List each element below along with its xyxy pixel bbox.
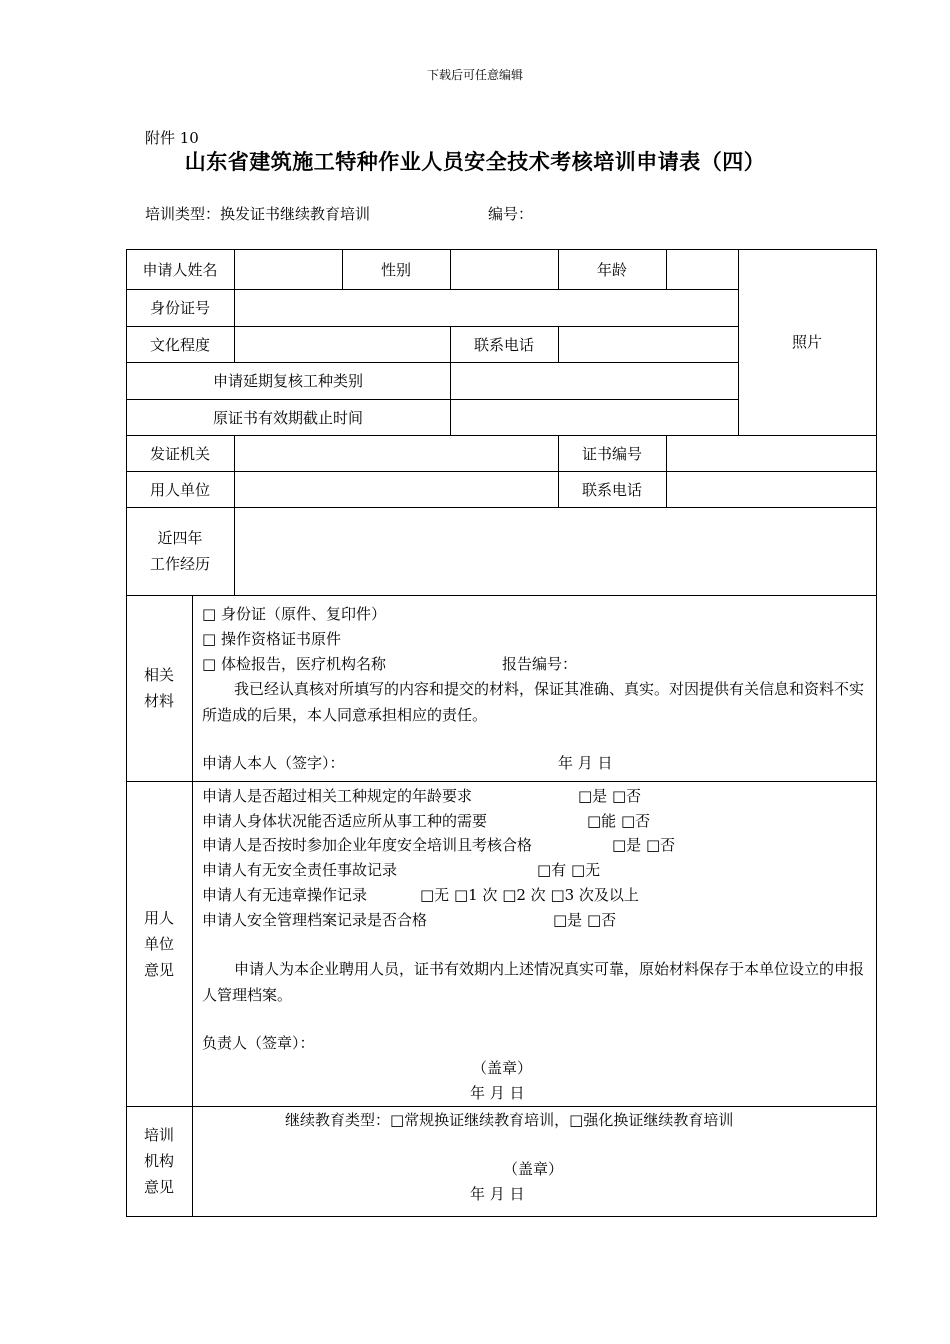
rule [126,781,877,782]
label-cert-no: 证书编号 [581,444,642,463]
question-training: 申请人是否按时参加企业年度安全培训且考核合格 [202,836,533,854]
border-right [876,249,877,1217]
label-employer-opinion [126,781,192,1106]
gender-field[interactable] [451,249,558,289]
answer-records[interactable]: □是 □否 [553,911,617,929]
employer-opinion-label-3: 意见 [143,960,174,979]
answer-accident[interactable]: □有 □无 [537,861,601,879]
answer-training[interactable]: □是 □否 [612,836,676,854]
header-note: 下载后可任意编辑 [426,68,523,82]
label-work-history [126,507,234,595]
answer-age-limit[interactable]: □是 □否 [578,787,642,805]
label-phone: 联系电话 [473,335,534,354]
id-number-field[interactable] [235,290,738,326]
employer-opinion-label-2: 单位 [143,934,174,953]
answer-health[interactable]: □能 □否 [587,812,651,830]
age-field[interactable] [667,249,738,289]
employer-seal: （盖章） [472,1059,533,1077]
training-opinion-label-1: 培训 [143,1126,174,1144]
rule [192,595,193,1217]
label-age: 年龄 [596,260,627,279]
materials-label-1: 相关 [143,666,174,684]
answer-violation[interactable]: □无 □1 次 □2 次 □3 次及以上 [420,886,639,904]
material-item-health[interactable]: □ 体检报告，医疗机构名称 [202,655,386,673]
work-history-field[interactable] [235,508,876,595]
material-item-id-card[interactable]: □ 身份证（原件、复印件） [202,605,386,623]
application-form [126,249,877,1217]
material-item-cert[interactable]: □ 操作资格证书原件 [202,630,341,648]
rule [126,595,877,596]
question-violation: 申请人有无违章操作记录 [202,886,368,904]
employer-date: 年 月 日 [470,1084,525,1102]
employer-opinion-label-1: 用人 [143,908,174,927]
photo-box: 照片 [791,333,822,351]
form-meta [145,203,534,224]
question-age-limit: 申请人是否超过相关工种规定的年龄要求 [202,787,473,805]
rule [126,1106,877,1107]
training-type: 培训类型：换发证书继续教育培训 [145,205,371,223]
question-records: 申请人安全管理档案记录是否合格 [202,911,428,929]
responsible-signature-label: 负责人（签章）： [202,1034,315,1052]
training-opinion-label-2: 机构 [143,1152,174,1170]
cert-no-field[interactable] [667,436,876,471]
border-bottom [126,1216,877,1217]
label-renewal-type: 申请延期复核工种类别 [212,371,363,390]
continuing-education-type[interactable]: 继续教育类型：□常规换证继续教育培训，□强化换证继续教育培训 [285,1111,734,1129]
label-cert-expiry: 原证书有效期截止时间 [212,408,363,427]
label-applicant-name: 申请人姓名 [142,260,218,279]
issuer-field[interactable] [235,436,558,471]
attachment-label: 附件 10 [145,129,199,147]
declaration-text: 我已经认真核对所填写的内容和提交的材料，保证其准确、真实。对因提供有关信息和资料不实所造成的后果，本人同意承担相应的责任。 [202,680,865,724]
renewal-type-field[interactable] [451,363,738,399]
label-id-number: 身份证号 [149,298,210,317]
label-phone-2: 联系电话 [581,480,642,499]
applicant-signature-label: 申请人本人（签字）： [202,754,345,772]
work-history-line-1: 近四年 [157,529,203,547]
work-history-line-2: 工作经历 [149,555,210,573]
phone-field[interactable] [559,327,738,362]
applicant-sign-date: 年 月 日 [558,754,613,772]
label-training-opinion [126,1106,192,1216]
label-materials [126,595,192,781]
employer-field[interactable] [235,472,558,507]
training-date: 年 月 日 [470,1185,525,1203]
applicant-name-field[interactable] [235,249,342,289]
materials-label-2: 材料 [143,692,174,710]
training-opinion-label-3: 意见 [143,1178,174,1196]
question-accident: 申请人有无安全责任事故记录 [202,861,398,879]
employer-statement: 申请人为本企业聘用人员，证书有效期内上述情况真实可靠，原始材料保存于本单位设立的申报人管理档案。 [202,960,865,1004]
label-employer: 用人单位 [149,480,210,499]
serial-number-label: 编号： [488,205,534,223]
training-seal: （盖章） [503,1160,564,1178]
cert-expiry-field[interactable] [451,400,738,435]
label-issuer: 发证机关 [149,444,210,463]
report-number-label: 报告编号： [502,655,578,673]
question-health: 申请人身体状况能否适应所从事工种的需要 [202,812,488,830]
label-education: 文化程度 [149,335,210,354]
education-field[interactable] [235,327,450,362]
page-title: 山东省建筑施工特种作业人员安全技术考核培训申请表（四） [184,149,766,174]
label-gender: 性别 [380,260,411,279]
phone-2-field[interactable] [667,472,876,507]
